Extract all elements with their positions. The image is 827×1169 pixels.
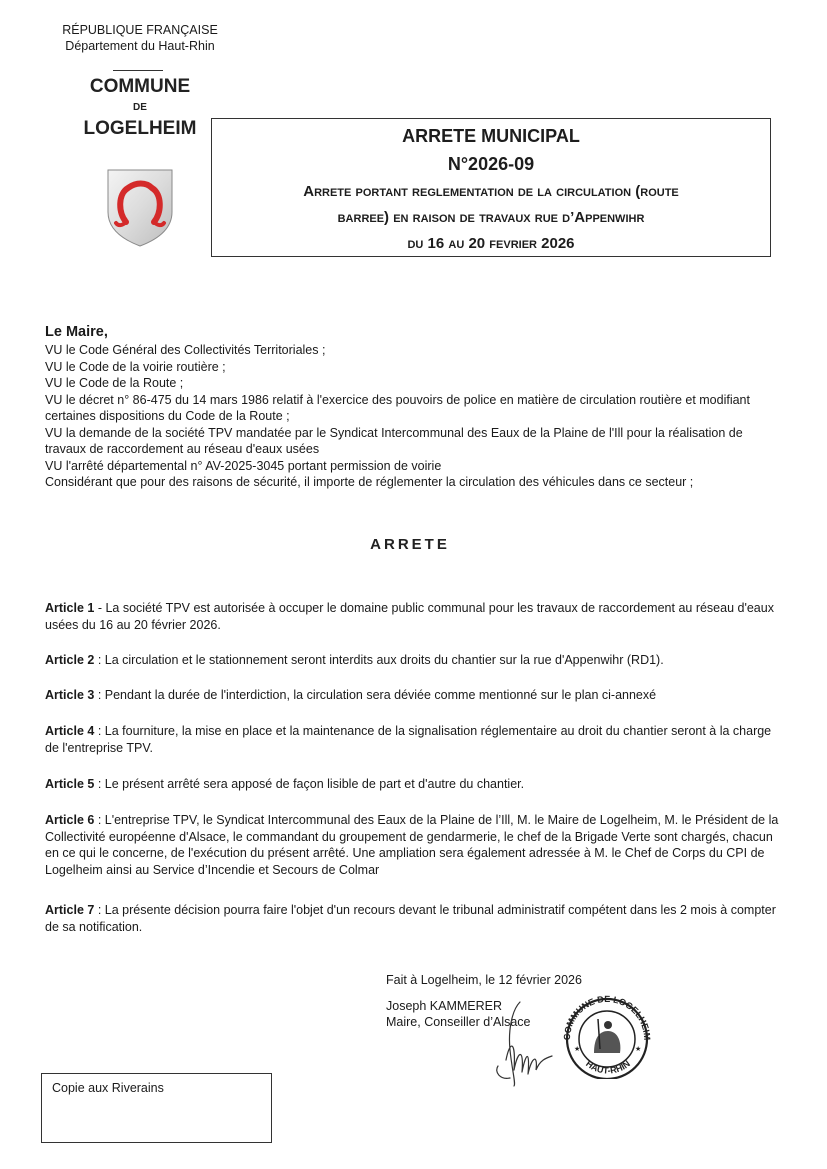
article-text: L'entreprise TPV, le Syndicat Intercommunal des Eaux de la Plaine de l’Ill, M. le Maire de Logelheim, M. le Président de la Collectivité européenne d'Alsace, le commandant du groupement de gendarmerie, le chef de la Brigade Verte sont chargés, chacun en ce qui le concerne, de l'exécution du présent arrêté. Une ampliation sera également adressée à M. le Chef de Corps du CPI de Logelheim ainsi au Service d’Incendie et Secours de Colmar: [45, 813, 779, 877]
article-text: Pendant la durée de l'interdiction, la circulation sera déviée comme mentionné sur le plan ci-annexé: [104, 688, 657, 702]
decree-number: N°2026-09: [447, 154, 535, 174]
stamp-top-text: COMMUNE DE LOGELHEIM: [561, 993, 653, 1041]
article-4: [45, 723, 780, 756]
subject-line-3: du 16 au 20 fevrier 2026: [407, 235, 575, 252]
visa-line: VU le Code Général des Collectivités Territoriales ;: [45, 343, 326, 357]
article-1: [45, 600, 780, 633]
article-text: La fourniture, la mise en place et la maintenance de la signalisation réglementaire au droit du chantier seront à la charge de l'entreprise TPV.: [45, 724, 772, 755]
visa-line: VU la demande de la société TPV mandatée par le Syndicat Intercommunal des Eaux de la Plaine de l'Ill pour la réalisation de travaux de raccordement au réseau d'eaux usées: [45, 425, 743, 456]
copy-recipients-box: [41, 1073, 272, 1143]
republic-label: RÉPUBLIQUE FRANÇAISE: [62, 23, 218, 37]
article-7: [45, 902, 780, 935]
subject-line-1: Arrete portant reglementation de la circulation (route: [303, 183, 679, 200]
article-label: Article 3: [45, 688, 95, 702]
article-label: Article 1: [45, 601, 95, 615]
article-separator: :: [94, 653, 105, 667]
article-separator: :: [94, 903, 105, 917]
article-6: [45, 812, 780, 878]
department-label: Département du Haut-Rhin: [65, 39, 215, 53]
header-divider: [113, 70, 163, 71]
svg-text:★: ★: [574, 1046, 581, 1053]
article-label: Article 2: [45, 653, 95, 667]
visa-line: VU le Code de la Route ;: [45, 376, 184, 390]
place-date: Fait à Logelheim, le 12 février 2026: [386, 973, 582, 987]
article-label: Article 7: [45, 903, 95, 917]
preamble-heading: Le Maire,: [45, 324, 108, 340]
article-text: La société TPV est autorisée à occuper le domaine public communal pour les travaux de raccordement au réseau d'eaux usées du 16 au 20 février 2026.: [45, 601, 774, 632]
stamp-bottom-text: HAUT-RHIN: [584, 1058, 632, 1076]
article-2: [45, 652, 780, 669]
svg-text:★: ★: [635, 1046, 642, 1053]
coat-of-arms-icon: [106, 168, 174, 248]
article-text: Le présent arrêté sera apposé de façon lisible de part et d'autre du chantier.: [104, 777, 525, 791]
commune-line3: LOGELHEIM: [83, 118, 197, 139]
commune-line2: DE: [133, 102, 147, 113]
visa-line: VU l'arrêté départemental n° AV-2025-3045 portant permission de voirie: [45, 458, 442, 473]
article-3: [45, 687, 780, 704]
decision-heading: ARRETE: [370, 536, 450, 553]
article-separator: :: [94, 688, 105, 702]
article-label: Article 5: [45, 777, 95, 791]
municipal-seal-icon: [548, 993, 666, 1079]
title-box: [211, 118, 771, 257]
preamble: [45, 322, 780, 491]
issuer-header: [40, 22, 240, 54]
considering-line: Considérant que pour des raisons de sécurité, il importe de réglementer la circulation des véhicules dans ce secteur ;: [45, 475, 694, 489]
article-text: La circulation et le stationnement seront interdits aux droits du chantier sur la rue d'Appenwihr (RD1).: [104, 653, 664, 667]
article-separator: :: [94, 724, 105, 738]
article-label: Article 4: [45, 724, 95, 738]
visa-line: VU le décret n° 86-475 du 14 mars 1986 relatif à l'exercice des pouvoirs de police en matière de circulation routière et modifiant certaines dispositions du Code de la Route ;: [45, 392, 750, 423]
signatory-name: Joseph KAMMERER: [386, 998, 503, 1013]
article-separator: :: [94, 777, 105, 791]
handwritten-signature-icon: [486, 1000, 556, 1088]
article-separator: :: [94, 813, 105, 827]
signatory-role: Maire, Conseiller d’Alsace: [386, 1015, 531, 1029]
article-text: La présente décision pourra faire l'objet d'un recours devant le tribunal administratif compétent dans les 2 mois à compter de sa notification.: [45, 903, 776, 934]
commune-name: [40, 76, 240, 140]
document-title: ARRETE MUNICIPAL: [402, 126, 580, 146]
subject-line-2: barree) en raison de travaux rue d’Appenwihr: [337, 209, 645, 226]
article-separator: -: [94, 601, 106, 615]
article-label: Article 6: [45, 813, 95, 827]
commune-line1: COMMUNE: [89, 76, 191, 97]
svg-text:HAUT-RHIN: [584, 1059, 632, 1076]
article-5: [45, 776, 780, 793]
visa-line: VU le Code de la voirie routière ;: [45, 359, 226, 374]
copy-recipients-label: Copie aux Riverains: [52, 1081, 164, 1095]
